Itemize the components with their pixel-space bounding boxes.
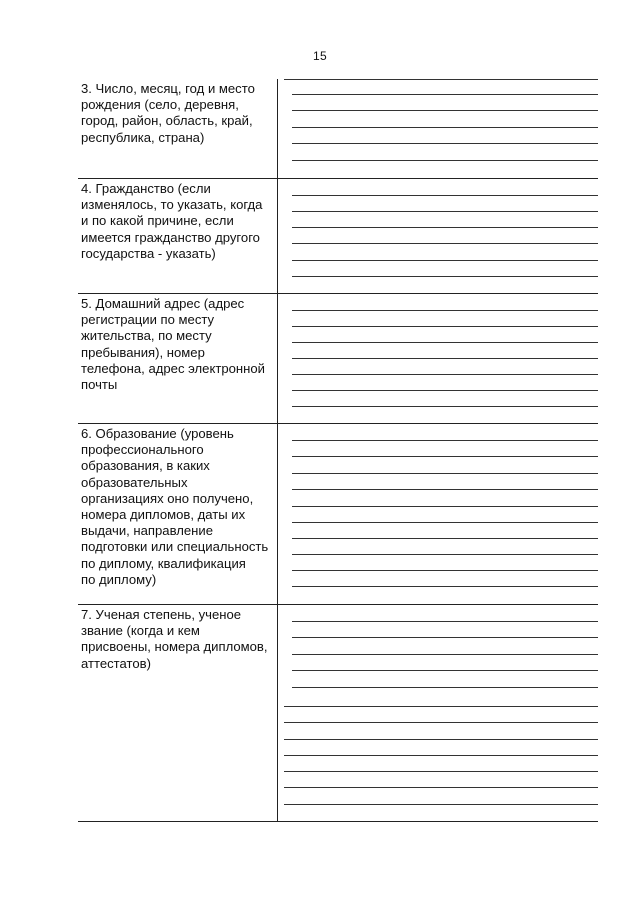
answer-line[interactable] <box>292 621 598 622</box>
form-row-citizenship <box>78 179 598 294</box>
answer-line[interactable] <box>292 160 598 161</box>
answer-line[interactable] <box>292 570 598 571</box>
answer-line[interactable] <box>284 79 598 80</box>
answer-line[interactable] <box>292 554 598 555</box>
field-label-citizenship: 4. Гражданство (если изменялось, то указать, когда и по какой причине, если имеется гражданство другого государства - указать) <box>78 179 278 294</box>
answer-line[interactable] <box>292 586 598 587</box>
answer-line[interactable] <box>284 787 598 788</box>
answer-line[interactable] <box>292 406 598 407</box>
form-row-academic-degree <box>78 605 598 821</box>
answer-line[interactable] <box>292 374 598 375</box>
answer-line[interactable] <box>292 538 598 539</box>
answer-line[interactable] <box>292 143 598 144</box>
answer-line[interactable] <box>292 522 598 523</box>
field-label-education: 6. Образование (уровень профессионального образования, в каких образовательных организациях оно получено, номера дипломов, даты их выдачи, направление подготовки или специальность по диплому, квалификация по диплому) <box>78 424 278 605</box>
answer-line[interactable] <box>292 310 598 311</box>
answer-line[interactable] <box>292 670 598 671</box>
answer-line[interactable] <box>292 687 598 688</box>
answer-line[interactable] <box>292 342 598 343</box>
answer-line[interactable] <box>292 654 598 655</box>
answer-area-citizenship[interactable] <box>278 179 598 294</box>
form-row-education <box>78 424 598 605</box>
field-label-birth-data: 3. Число, месяц, год и место рождения (село, деревня, город, район, область, край, республика, страна) <box>78 79 278 179</box>
personal-data-form <box>78 79 598 821</box>
answer-line[interactable] <box>292 390 598 391</box>
answer-area-home-address[interactable] <box>278 294 598 424</box>
answer-area-academic-degree[interactable] <box>278 605 598 821</box>
page-number: 15 <box>313 49 327 63</box>
answer-line[interactable] <box>292 94 598 95</box>
answer-line[interactable] <box>292 227 598 228</box>
answer-line[interactable] <box>292 473 598 474</box>
answer-line[interactable] <box>292 127 598 128</box>
field-label-home-address: 5. Домашний адрес (адрес регистрации по месту жительства, по месту пребывания), номер телефона, адрес электронной почты <box>78 294 278 424</box>
answer-line[interactable] <box>292 260 598 261</box>
answer-line[interactable] <box>292 456 598 457</box>
answer-area-birth-data[interactable] <box>278 79 598 179</box>
answer-line[interactable] <box>292 326 598 327</box>
answer-line[interactable] <box>284 755 598 756</box>
answer-line[interactable] <box>284 739 598 740</box>
form-row-home-address <box>78 294 598 424</box>
answer-line[interactable] <box>292 358 598 359</box>
answer-line[interactable] <box>284 722 598 723</box>
answer-area-education[interactable] <box>278 424 598 605</box>
answer-line[interactable] <box>292 489 598 490</box>
answer-line[interactable] <box>284 771 598 772</box>
field-label-academic-degree: 7. Ученая степень, ученое звание (когда и кем присвоены, номера дипломов, аттестатов) <box>78 605 278 821</box>
answer-line[interactable] <box>292 110 598 111</box>
answer-line[interactable] <box>292 440 598 441</box>
answer-line[interactable] <box>292 243 598 244</box>
table-bottom-border <box>78 821 598 822</box>
answer-line[interactable] <box>284 804 598 805</box>
form-row-birth-data <box>78 79 598 179</box>
answer-line[interactable] <box>292 276 598 277</box>
answer-line[interactable] <box>292 637 598 638</box>
answer-line[interactable] <box>292 506 598 507</box>
answer-line[interactable] <box>284 706 598 707</box>
answer-line[interactable] <box>292 195 598 196</box>
answer-line[interactable] <box>292 211 598 212</box>
